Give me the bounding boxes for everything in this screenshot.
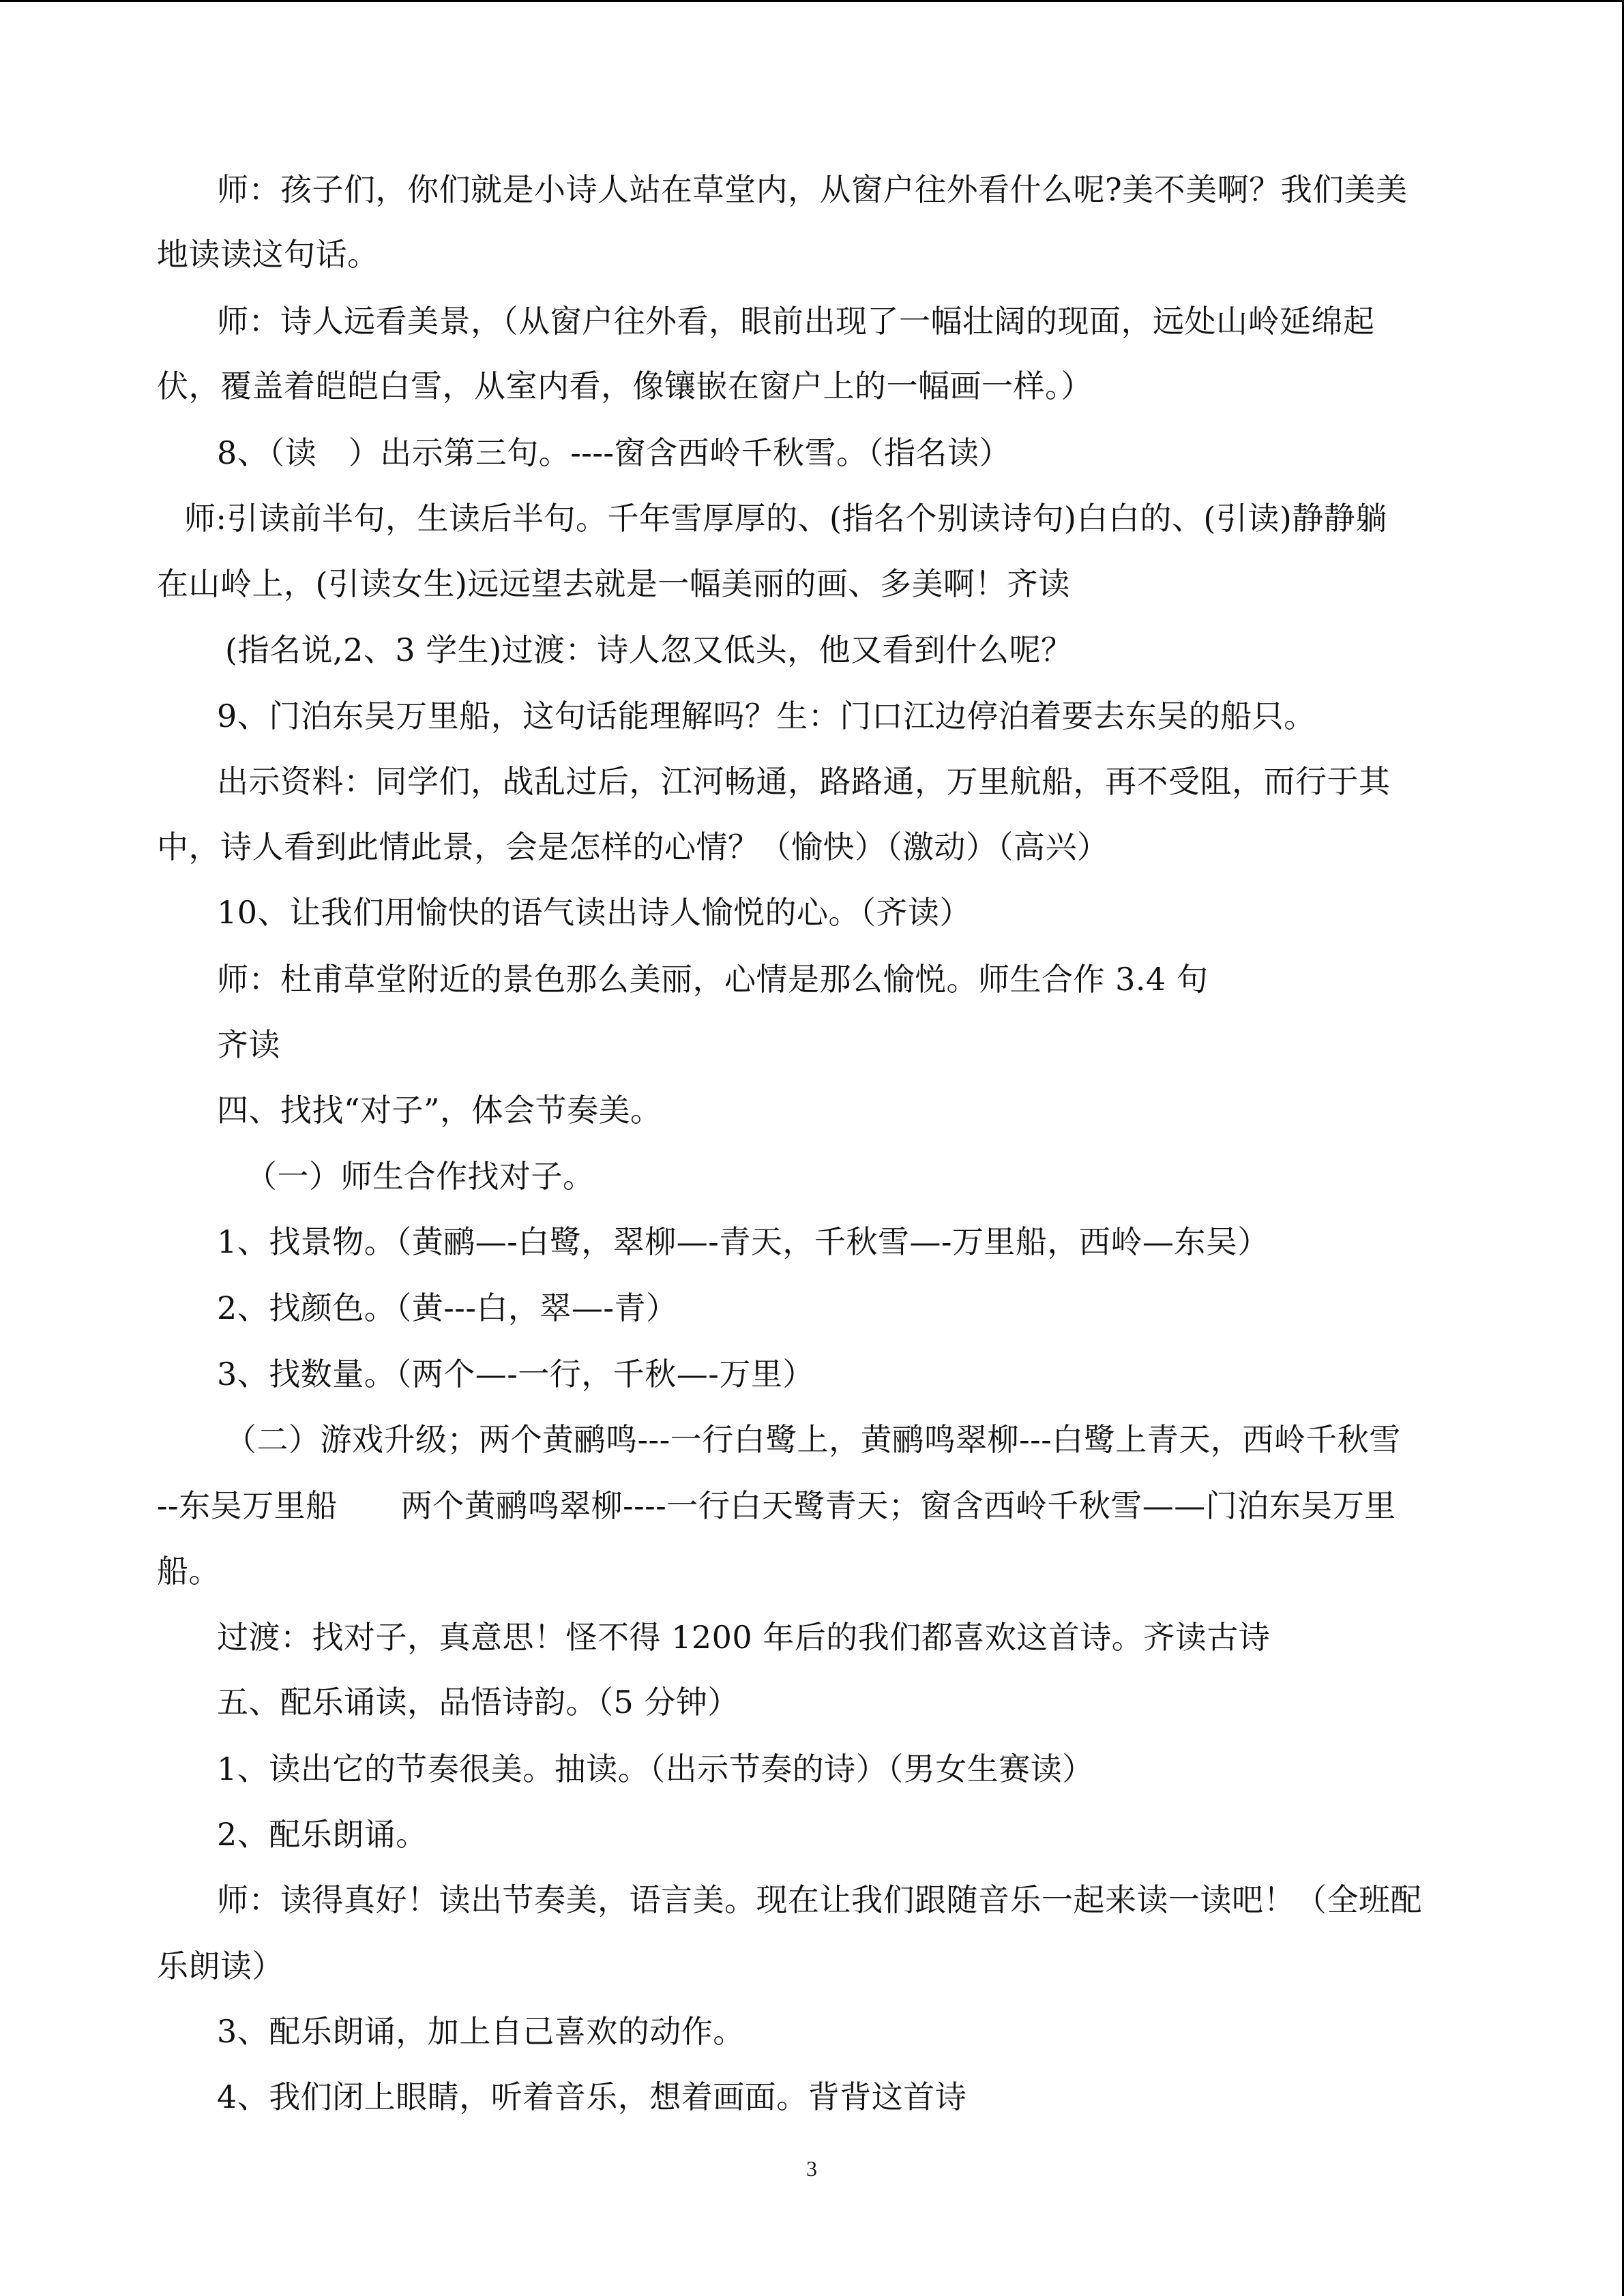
text-line: 师：孩子们，你们就是小诗人站在草堂内，从窗户往外看什么呢?美不美啊？我们美美	[217, 171, 1408, 208]
text-line: 乐朗读）	[157, 1948, 284, 1984]
text-line: 9、门泊东吴万里船，这句话能理解吗？生：门口江边停泊着要去东吴的船只。	[217, 698, 1316, 734]
text-line: （二）游戏升级；两个黄鹂鸣---一行白鹭上，黄鹂鸣翠柳---白鹭上青天，西岭千秋雪	[225, 1421, 1401, 1458]
text-line: 五、配乐诵读，品悟诗韵。（5 分钟）	[217, 1684, 739, 1720]
text-line: 3、配乐朗诵，加上自己喜欢的动作。	[217, 2013, 745, 2050]
text-line: 师：读得真好！读出节奏美，语言美。现在让我们跟随音乐一起来读一读吧！（全班配	[217, 1881, 1422, 1918]
text-line: 4、我们闭上眼睛，听着音乐，想着画面。背背这首诗	[217, 2078, 967, 2115]
text-line: 过渡：找对子，真意思！怪不得 1200 年后的我们都喜欢这首诗。齐读古诗	[217, 1619, 1271, 1656]
text-line: 在山岭上，(引读女生)远远望去就是一幅美丽的画、多美啊！齐读	[157, 565, 1070, 602]
text-line: 师：诗人远看美景，（从窗户往外看，眼前出现了一幅壮阔的现面，远处山岭延绵起	[217, 303, 1375, 340]
text-line: （一）师生合作找对子。	[246, 1158, 595, 1195]
text-line: 2、配乐朗诵。	[217, 1816, 428, 1853]
text-line: 齐读	[217, 1026, 280, 1063]
text-line: 地读读这句话。	[157, 236, 379, 273]
text-line: 1、找景物。（黄鹂—-白鹭，翠柳—-青天，千秋雪—-万里船，西岭—东吴）	[217, 1223, 1269, 1260]
text-line: 3、找数量。（两个—-一行，千秋—-万里）	[217, 1356, 814, 1392]
text-line: 四、找找“对子”，体会节奏美。	[217, 1092, 662, 1129]
text-line: 8、（读 ）出示第三句。----窗含西岭千秋雪。（指名读）	[217, 434, 1011, 471]
text-line: 师：杜甫草堂附近的景色那么美丽，心情是那么愉悦。师生合作 3.4 句	[217, 961, 1209, 998]
text-line: 师:引读前半句，生读后半句。千年雪厚厚的、(指名个别读诗句)白白的、(引读)静静躺	[184, 500, 1387, 537]
text-line: 伏，覆盖着皑皑白雪，从室内看，像镶嵌在窗户上的一幅画一样。）	[157, 368, 1093, 404]
text-line: (指名说,2、3 学生)过渡：诗人忽又低头，他又看到什么呢？	[225, 631, 1073, 668]
text-line: 中，诗人看到此情此景，会是怎样的心情？（愉快）（激动）（高兴）	[157, 829, 1109, 865]
text-line: 出示资料：同学们，战乱过后，江河畅通，路路通，万里航船，再不受阻，而行于其	[217, 763, 1391, 800]
text-line: 2、找颜色。（黄---白，翠—-青）	[217, 1289, 678, 1326]
text-line: 1、读出它的节奏很美。抽读。（出示节奏的诗）（男女生赛读）	[217, 1750, 1094, 1787]
text-line: --东吴万里船 两个黄鹂鸣翠柳----一行白天鹭青天；窗含西岭千秋雪——门泊东吴万里	[157, 1487, 1396, 1524]
text-line: 船。	[157, 1553, 220, 1590]
text-line: 10、让我们用愉快的语气读出诗人愉悦的心。（齐读）	[217, 894, 972, 931]
page-number: 3	[806, 2156, 817, 2181]
